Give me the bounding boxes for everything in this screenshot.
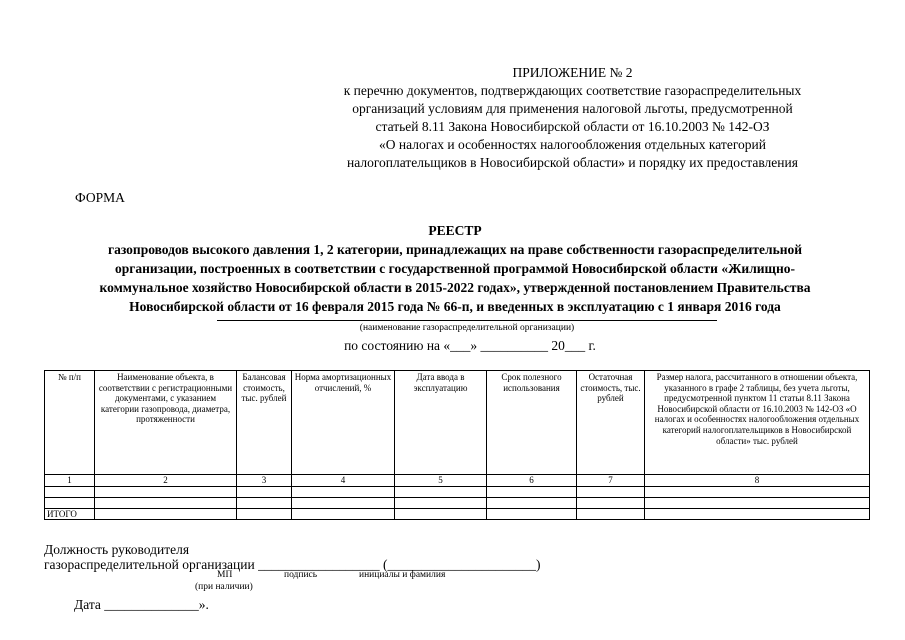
registry-title: РЕЕСТР [428, 223, 482, 238]
table-cell[interactable] [395, 486, 487, 497]
column-number: 6 [487, 475, 577, 487]
table-row [45, 497, 870, 508]
registry-table [44, 370, 870, 520]
date-line: Дата ______________». [74, 597, 209, 612]
table-cell[interactable] [95, 497, 237, 508]
appendix-line: статьей 8.11 Закона Новосибирской области от 16.10.2003 № 142-ОЗ [375, 119, 770, 134]
initials-caption: инициалы и фамилия [359, 570, 446, 580]
column-number: 1 [45, 475, 95, 487]
appendix-line: к перечню документов, подтверждающих соответствие газораспределительных [343, 83, 802, 98]
mp-label: МП [217, 570, 233, 580]
table-cell[interactable] [292, 508, 395, 520]
table-cell[interactable] [292, 486, 395, 497]
column-number: 8 [645, 475, 870, 487]
column-header: Норма амортизационных отчислений, % [292, 371, 395, 475]
table-cell[interactable] [395, 508, 487, 520]
table-cell[interactable] [237, 486, 292, 497]
org-name-caption: (наименование газораспределительной организации) [359, 323, 575, 333]
signature-caption: подпись [284, 570, 318, 580]
total-label: ИТОГО [45, 508, 95, 520]
table-cell[interactable] [237, 508, 292, 520]
table-cell[interactable] [95, 508, 237, 520]
table-cell[interactable] [645, 486, 870, 497]
registry-subtitle-line: газопроводов высокого давления 1, 2 категории, принадлежащих на праве собственности газораспределительной [107, 242, 803, 257]
total-row [45, 508, 870, 520]
signature-org-line: газораспределительной организации __________________ (______________________) [44, 557, 541, 572]
column-number: 2 [95, 475, 237, 487]
table-cell[interactable] [487, 486, 577, 497]
column-header: № п/п [45, 371, 95, 475]
column-number: 3 [237, 475, 292, 487]
appendix-block [300, 64, 845, 172]
table-cell[interactable] [487, 497, 577, 508]
column-number: 4 [292, 475, 395, 487]
column-header: Остаточная стоимость, тыс. рублей [577, 371, 645, 475]
table-cell[interactable] [395, 497, 487, 508]
table-cell[interactable] [577, 508, 645, 520]
column-header: Размер налога, рассчитанного в отношении объекта, указанного в графе 2 таблицы, без учета льготы, предусмотренной пунктом 11 статьи 8.11 Закона Новосибирской области от 16.10.2003 № 142-ОЗ «О налогах и особенностях налогообложения отдельных категорий налогоплательщиков в Новосибирской области» тыс. рублей [645, 371, 870, 475]
table-cell[interactable] [645, 508, 870, 520]
appendix-line: «О налогах и особенностях налогообложения отдельных категорий [379, 137, 766, 152]
column-header: Срок полезного использования [487, 371, 577, 475]
table-cell[interactable] [45, 486, 95, 497]
column-header: Дата ввода в эксплуатацию [395, 371, 487, 475]
column-header: Балансовая стоимость, тыс. рублей [237, 371, 292, 475]
column-number: 7 [577, 475, 645, 487]
appendix-title: ПРИЛОЖЕНИЕ № 2 [512, 65, 633, 80]
registry-subtitle-line: коммунальное хозяйство Новосибирской области в 2015-2022 годах», утвержденной постановлением Правительства [99, 280, 811, 295]
column-number-row [45, 475, 870, 487]
signature-block [44, 542, 540, 572]
appendix-line: налогоплательщиков в Новосибирской области» и порядку их предоставления [347, 155, 798, 170]
column-number: 5 [395, 475, 487, 487]
registry-subtitle-line: организации, построенных в соответствии с государственной программой Новосибирской области «Жилищно- [115, 261, 795, 276]
table-row [45, 486, 870, 497]
table-cell[interactable] [237, 497, 292, 508]
table-cell[interactable] [577, 486, 645, 497]
table-header-row [45, 371, 870, 475]
table-cell[interactable] [577, 497, 645, 508]
as-of-date: по состоянию на «___» __________ 20___ г. [344, 338, 596, 353]
table-cell[interactable] [645, 497, 870, 508]
org-name-field[interactable] [217, 311, 717, 321]
table-cell[interactable] [487, 508, 577, 520]
mp-note: (при наличии) [195, 582, 253, 592]
registry-title-block [40, 221, 870, 316]
table-cell[interactable] [292, 497, 395, 508]
column-header: Наименование объекта, в соответствии с регистрационными документами, с указанием категории газопровода, диаметра, протяженности [95, 371, 237, 475]
table-cell[interactable] [45, 497, 95, 508]
appendix-line: организаций условиям для применения налоговой льготы, предусмотренной [352, 101, 793, 116]
registry-subtitle-line: Новосибирской области от 16 февраля 2015 года № 66-п, и введенных в эксплуатацию с 1 января 2016 года [129, 299, 781, 314]
table-cell[interactable] [95, 486, 237, 497]
signature-position-label: Должность руководителя [44, 542, 190, 557]
form-label: ФОРМА [75, 190, 125, 205]
